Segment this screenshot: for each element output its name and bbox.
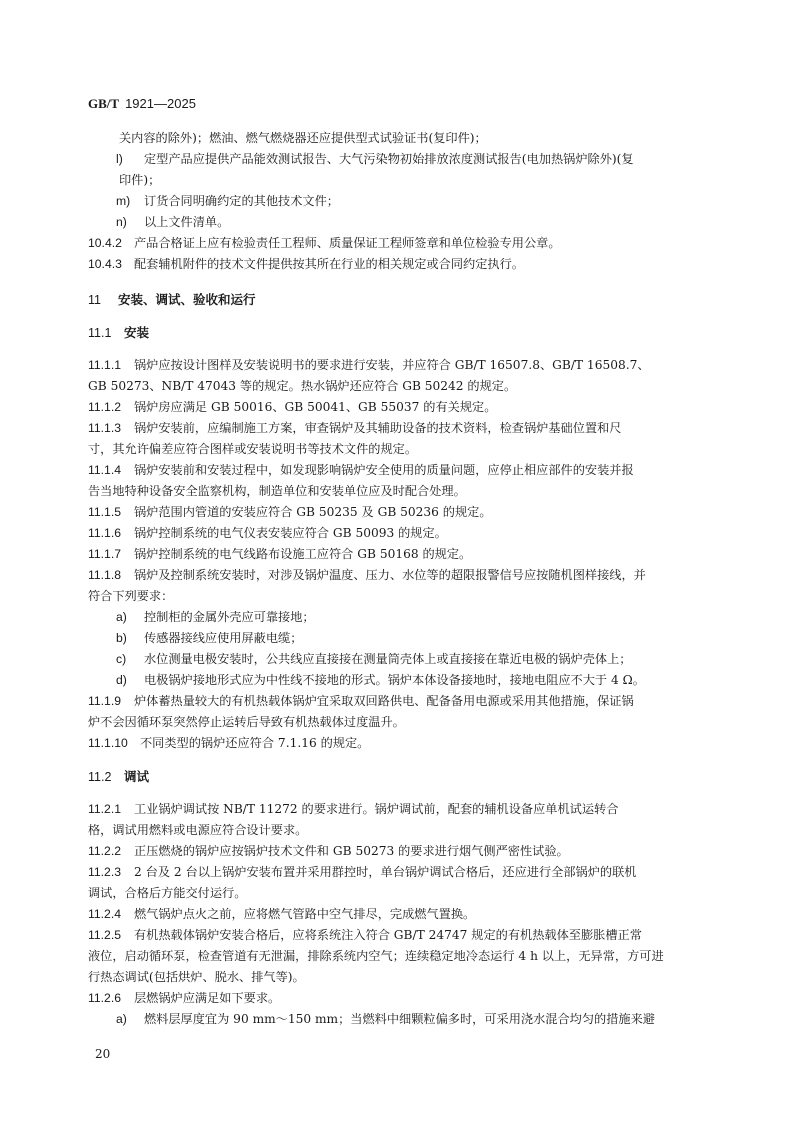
- continuation-line: 印件)；: [119, 173, 161, 187]
- clause-10-4-2: 10.4.2 产品合格证上应有检验责任工程师、质量保证工程师签章和单位检验专用公章。: [88, 236, 561, 250]
- page-number: 20: [95, 1047, 111, 1061]
- continuation-line: GB 50273、NB/T 47043 等的规定。热水锅炉还应符合 GB 50242 的规定。: [88, 379, 517, 393]
- section-heading-11: 11 安装、调试、验收和运行: [88, 292, 256, 307]
- section-heading-11-2: 11.2 调试: [88, 769, 150, 784]
- document-header: [88, 96, 196, 112]
- list-item-a: a) 燃料层厚度宜为 90 mm～150 mm；当燃料中细颗粒偏多时，可采用浇水混合均匀的措施来避: [116, 1012, 655, 1026]
- clause-11-2-5: 11.2.5 有机热载体锅炉安装合格后，应将系统注入符合 GB/T 24747 规定的有机热载体至膨胀槽正常: [88, 928, 642, 942]
- clause-11-2-4: 11.2.4 燃气锅炉点火之前，应将燃气管路中空气排尽，完成燃气置换。: [88, 907, 476, 921]
- clause-11-1-1: 11.1.1 锅炉应按设计图样及安装说明书的要求进行安装，并应符合 GB/T 16507.8、GB/T 16508.7、: [88, 358, 650, 372]
- clause-11-1-5: 11.1.5 锅炉范围内管道的安装应符合 GB 50235 及 GB 50236 的规定。: [88, 505, 492, 519]
- clause-11-1-7: 11.1.7 锅炉控制系统的电气线路布设施工应符合 GB 50168 的规定。: [88, 547, 472, 561]
- clause-10-4-3: 10.4.3 配套辅机附件的技术文件提供按其所在行业的相关规定或合同约定执行。: [88, 257, 524, 271]
- clause-11-1-6: 11.1.6 锅炉控制系统的电气仪表安装应符合 GB 50093 的规定。: [88, 526, 447, 540]
- clause-11-2-2: 11.2.2 正压燃烧的锅炉应按锅炉技术文件和 GB 50273 的要求进行烟气侧严密性试验。: [88, 844, 569, 858]
- continuation-line: 格，调试用燃料或电源应符合设计要求。: [88, 823, 308, 837]
- standard-prefix: GB/T: [88, 96, 120, 111]
- list-item-c: c) 水位测量电极安装时，公共线应直接接在测量筒壳体上或直接接在靠近电极的锅炉壳体上；: [116, 652, 632, 666]
- list-item-m: m) 订货合同明确约定的其他技术文件；: [116, 194, 339, 208]
- list-item-b: b) 传感器接线应使用屏蔽电缆；: [116, 631, 303, 645]
- clause-11-2-3: 11.2.3 2 台及 2 台以上锅炉安装布置并采用群控时，单台锅炉调试合格后，还应进行全部锅炉的联机: [88, 865, 637, 879]
- list-item-l: l) 定型产品应提供产品能效测试报告、大气污染物初始排放浓度测试报告(电加热锅炉除外)(复: [116, 152, 634, 166]
- continuation-line: 告当地特种设备安全监察机构，制造单位和安装单位应及时配合处理。: [88, 484, 466, 498]
- continuation-line: 寸，其允许偏差应符合图样或安装说明书等技术文件的规定。: [88, 442, 418, 456]
- clause-11-2-1: 11.2.1 工业锅炉调试按 NB/T 11272 的要求进行。锅炉调试前，配套的辅机设备应单机试运转合: [88, 802, 619, 816]
- clause-11-2-6: 11.2.6 层燃锅炉应满足如下要求。: [88, 991, 281, 1005]
- clause-11-1-2: 11.1.2 锅炉房应满足 GB 50016、GB 50041、GB 55037 的有关规定。: [88, 400, 497, 414]
- continuation-line: 关内容的除外)；燃油、燃气燃烧器还应提供型式试验证书(复印件)；: [119, 131, 487, 145]
- clause-11-1-9: 11.1.9 炉体蓄热量较大的有机热载体锅炉宜采取双回路供电、配备备用电源或采用其他措施，保证锅: [88, 694, 634, 708]
- list-item-n: n) 以上文件清单。: [116, 215, 230, 229]
- continuation-line: 炉不会因循环泵突然停止运转后导致有机热载体过度温升。: [88, 715, 405, 729]
- standard-number: 1921—2025: [125, 96, 196, 111]
- clause-11-1-4: 11.1.4 锅炉安装前和安装过程中，如发现影响锅炉安全使用的质量问题，应停止相应部件的安装并报: [88, 463, 634, 477]
- clause-11-1-3: 11.1.3 锅炉安装前，应编制施工方案，审查锅炉及其辅助设备的技术资料，检查锅炉基础位置和尺: [88, 421, 622, 435]
- continuation-line: 调试，合格后方能交付运行。: [88, 886, 247, 900]
- continuation-line: 符合下列要求：: [88, 589, 174, 603]
- section-heading-11-1: 11.1 安装: [88, 325, 150, 340]
- list-item-d: d) 电极锅炉接地形式应为中性线不接地的形式。锅炉本体设备接地时，接地电阻应不大于 4 Ω。: [116, 673, 645, 687]
- clause-11-1-8: 11.1.8 锅炉及控制系统安装时，对涉及锅炉温度、压力、水位等的超限报警信号应按随机图样接线，并: [88, 568, 646, 582]
- list-item-a: a) 控制柜的金属外壳应可靠接地；: [116, 610, 315, 624]
- document-body: [88, 128, 716, 1030]
- clause-11-1-10: 11.1.10 不同类型的锅炉还应符合 7.1.16 的规定。: [88, 736, 370, 750]
- continuation-line: 行热态调试(包括烘炉、脱水、排气等)。: [88, 970, 305, 984]
- continuation-line: 液位，启动循环泵，检查管道有无泄漏，排除系统内空气；连续稳定地冷态运行 4 h 以上，无异常，方可进: [88, 949, 664, 963]
